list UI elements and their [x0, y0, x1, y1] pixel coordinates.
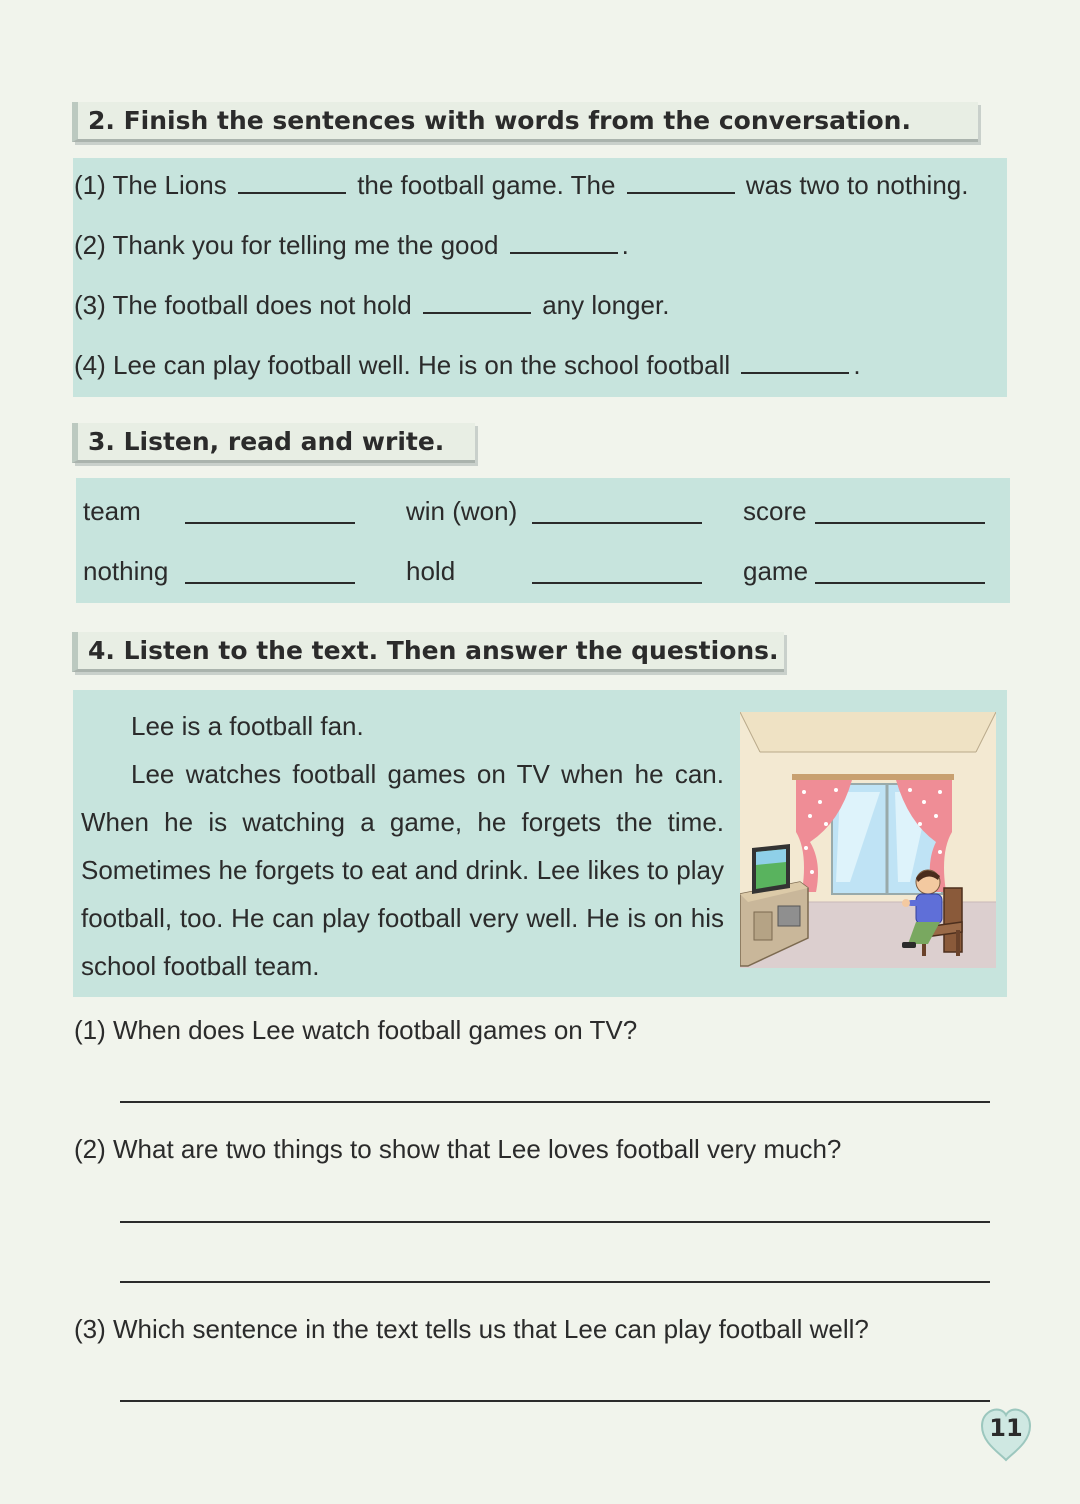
word-score: score — [743, 496, 807, 526]
write-line-nothing[interactable] — [185, 582, 355, 584]
write-line-score[interactable] — [815, 522, 985, 524]
answer-line-2a[interactable] — [120, 1221, 990, 1223]
answer-line-3[interactable] — [120, 1400, 990, 1402]
sentence-1 — [74, 170, 968, 200]
question-1: (1) When does Lee watch football games on TV? — [74, 1015, 638, 1045]
write-line-win[interactable] — [532, 522, 702, 524]
sentence-3-part-a: (3) The football does not hold — [74, 290, 412, 320]
sentence-2-part-a: (2) Thank you for telling me the good — [74, 230, 499, 260]
section-2-heading: 2. Finish the sentences with words from the conversation. — [72, 102, 978, 142]
boy-watching-tv-illustration — [740, 712, 996, 968]
sentence-2-part-b: . — [621, 230, 629, 260]
sentence-4-part-a: (4) Lee can play football well. He is on the school football — [74, 350, 731, 380]
sentence-1-part-a: (1) The Lions — [74, 170, 227, 200]
sentence-2 — [74, 230, 629, 260]
section-3-box — [76, 478, 1010, 603]
sentence-1-part-c: was two to nothing. — [745, 170, 969, 200]
sentence-4 — [74, 350, 861, 380]
word-win: win (won) — [406, 496, 518, 526]
section-4-heading: 4. Listen to the text. Then answer the questions. — [72, 632, 784, 672]
passage-paragraph-1: Lee is a football fan. — [131, 711, 364, 741]
sentence-3-part-b: any longer. — [542, 290, 670, 320]
answer-line-1[interactable] — [120, 1101, 990, 1103]
question-3: (3) Which sentence in the text tells us that Lee can play football well? — [74, 1314, 869, 1344]
question-2: (2) What are two things to show that Lee loves football very much? — [74, 1134, 842, 1164]
sentence-4-part-b: . — [853, 350, 861, 380]
sentence-1-part-b: the football game. The — [357, 170, 616, 200]
word-nothing: nothing — [83, 556, 169, 586]
section-3-heading: 3. Listen, read and write. — [72, 423, 475, 463]
blank-3[interactable] — [423, 290, 531, 314]
word-hold: hold — [406, 556, 456, 586]
blank-1a[interactable] — [238, 170, 346, 194]
write-line-game[interactable] — [815, 582, 985, 584]
passage-paragraph-2: Lee watches football games on TV when he can. When he is watching a game, he forgets the time. Sometimes he forgets to eat and drink. Lee likes to play football, too. He can play football very well. He is on his school football team. — [81, 759, 724, 981]
page-number: 11 — [989, 1414, 1023, 1442]
write-line-hold[interactable] — [532, 582, 702, 584]
reading-passage — [81, 702, 724, 990]
answer-line-2b[interactable] — [120, 1281, 990, 1283]
word-game: game — [743, 556, 809, 586]
blank-1b[interactable] — [627, 170, 735, 194]
word-team: team — [83, 496, 141, 526]
blank-2[interactable] — [510, 230, 618, 254]
sentence-3 — [74, 290, 669, 320]
write-line-team[interactable] — [185, 522, 355, 524]
blank-4[interactable] — [741, 350, 849, 374]
